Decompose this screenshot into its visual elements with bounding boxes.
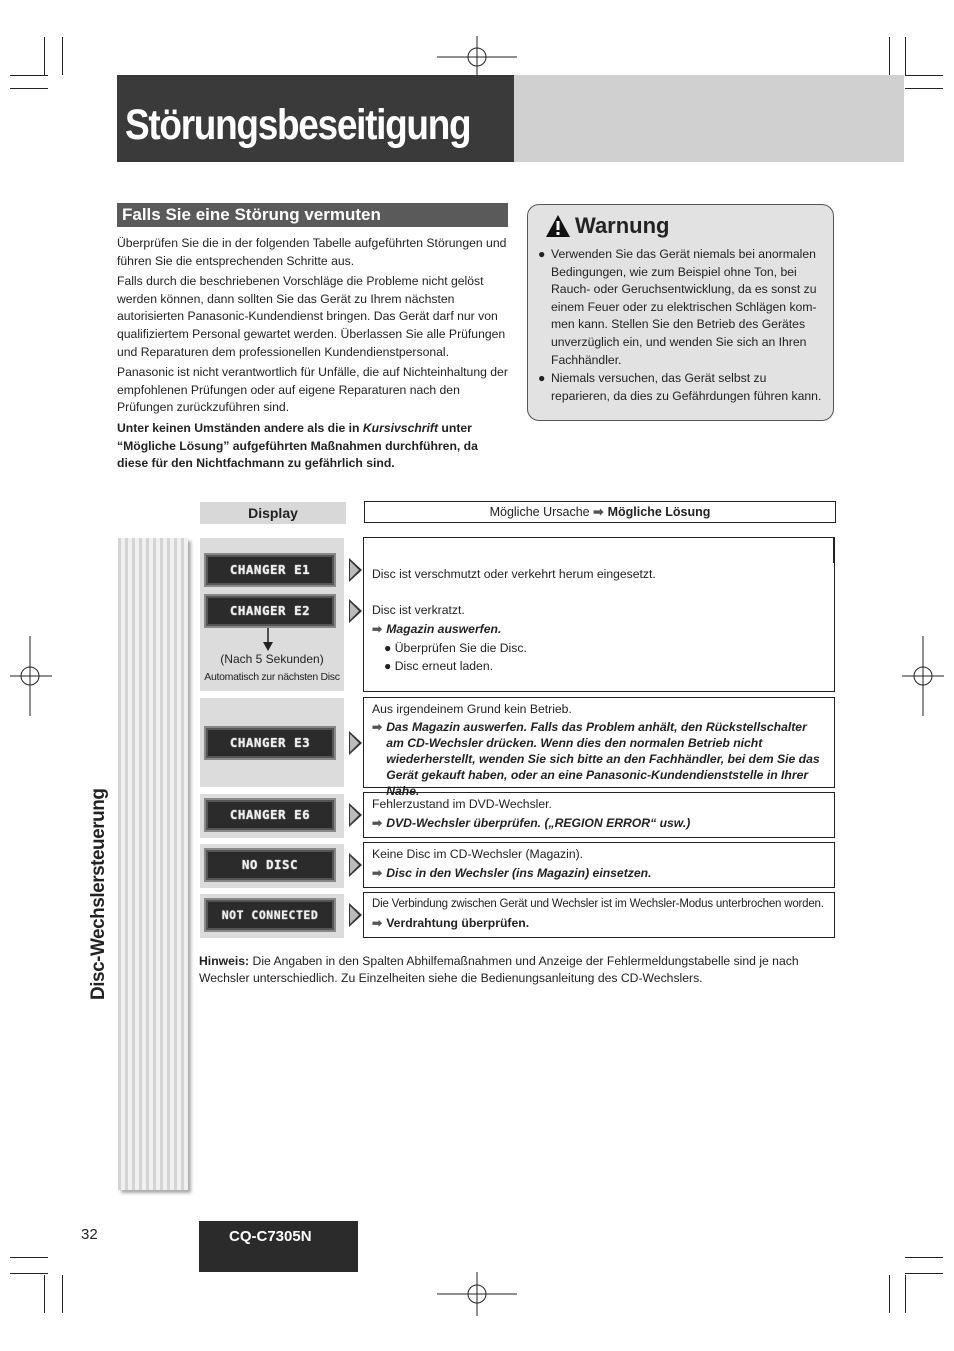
pointer-triangle-icon xyxy=(349,599,362,623)
row-not-connected xyxy=(363,892,835,938)
row-changer-e6 xyxy=(363,792,835,838)
sidebar-stripe xyxy=(118,538,188,1190)
arrow-right-icon: ➡ xyxy=(372,816,383,830)
display-note-after-5s: (Nach 5 Sekunden) xyxy=(220,652,324,666)
row-changer-e3 xyxy=(363,697,835,798)
page-title: Störungsbeseitigung xyxy=(125,101,471,149)
solution-line: ➡ Magazin auswerfen. xyxy=(372,622,502,636)
hint-note: Hinweis: Die Angaben in den Spalten Abhilfemaßnahmen und Anzeige der Fehlermeldungstabelle sind je nach Wechsler unterschiedlich. Zu Einzelheiten siehe die Bedienungsanleitung des CD-Wechslers. xyxy=(199,954,799,985)
registration-mark-top xyxy=(437,36,517,80)
solution-line: ➡ Disc in den Wechsler (ins Magazin) einsetzen. xyxy=(372,866,652,880)
pointer-triangle-icon xyxy=(349,558,362,582)
row-no-disc xyxy=(363,842,835,888)
registration-mark-right xyxy=(902,636,944,716)
lcd-not-connected: NOT CONNECTED xyxy=(204,898,336,932)
page-number: 32 xyxy=(81,1226,98,1243)
title-bar-extension xyxy=(514,75,904,162)
row-changer-e1-e2 xyxy=(363,537,835,692)
solution-line: ➡ DVD-Wechsler überprüfen. („REGION ERROR“ usw.) xyxy=(372,816,691,830)
solution-line: ➡ Verdrahtung überprüfen. xyxy=(372,916,530,930)
cause-text: Aus irgendeinem Grund kein Betrieb. xyxy=(372,702,572,716)
display-note-auto-next: Automatisch zur nächsten Disc xyxy=(204,671,340,683)
intro-paragraph-2: Falls durch die beschriebenen Vorschläge die Probleme nicht gelöst werden können, dann sollten Sie das Gerät zu Ihrem nächsten autorisierten Panasonic-Kundendienst bringen. Das Gerät darf nur von qualifiziertem Personal gewartet werden. Überlassen Sie alle Prüfungen und Reparaturen dem professionellen Kundendienstpersonal. xyxy=(117,274,506,359)
sub-step: ● Disc erneut laden. xyxy=(384,659,493,673)
solution-line: ➡ Das Magazin auswerfen. Falls das Problem anhält, den Rückstellschalter am CD-Wechsler drücken. Wenn dies den normalen Betrieb nicht wiederherstellt, wenden Sie sich bitte an den Fachhändler, bei dem Sie das Gerät gekauft haben, oder an eine Panasonic-Kundendienststelle in Ihrer Nähe. xyxy=(372,720,820,798)
sub-step: ● Überprüfen Sie die Disc. xyxy=(384,641,527,655)
cause-text: Keine Disc im CD-Wechsler (Magazin). xyxy=(372,847,584,861)
warning-title: Warnung xyxy=(545,213,670,239)
arrow-right-icon: ➡ xyxy=(372,720,383,734)
registration-mark-bottom xyxy=(437,1272,517,1316)
column-header-cause-solution: Mögliche Ursache ➡ Mögliche Lösung xyxy=(364,501,836,523)
bullet-icon: ● xyxy=(538,371,546,386)
pointer-triangle-icon xyxy=(349,803,362,827)
cause-text: Disc ist verkratzt. xyxy=(372,603,465,617)
pointer-triangle-icon xyxy=(349,731,362,755)
arrow-right-icon: ➡ xyxy=(372,622,383,636)
warning-item: ● Verwenden Sie das Gerät niemals bei anormalen Bedingungen, wie zum Beispiel ohne Ton, bei Rauch- oder Geruchsentwicklung, da es sonst zu einem Feuer oder zu elektrischen Schlägen kom-men kann. Stellen Sie den Betrieb des Gerätes unverzüglich ein, und wenden Sie sich an Ihren Fachhändler. xyxy=(538,246,828,369)
lcd-changer-e6: CHANGER E6 xyxy=(204,798,336,832)
arrow-down-icon xyxy=(262,628,274,652)
model-badge: CQ-C7305N xyxy=(199,1221,358,1272)
intro-paragraph-1: Überprüfen Sie die in der folgenden Tabelle aufgeführten Störungen und führen Sie die entsprechenden Schritte aus. xyxy=(117,236,507,268)
warning-triangle-icon xyxy=(545,214,571,238)
warning-item: ● Niemals versuchen, das Gerät selbst zu reparieren, da dies zu Gefährdungen führen kann. xyxy=(538,370,828,405)
warning-list xyxy=(538,246,828,406)
sidebar-label: Disc-Wechslersteuerung xyxy=(88,788,109,1000)
lcd-changer-e1: CHANGER E1 xyxy=(204,553,336,587)
pointer-triangle-icon xyxy=(349,903,362,927)
lcd-changer-e2: CHANGER E2 xyxy=(204,594,336,628)
cause-text: Fehlerzustand im DVD-Wechsler. xyxy=(372,797,552,811)
registration-mark-left xyxy=(10,636,52,716)
lcd-no-disc: NO DISC xyxy=(204,848,336,882)
bullet-icon: ● xyxy=(538,247,546,261)
arrow-right-icon: ➡ xyxy=(372,916,383,930)
cause-text: Disc ist verschmutzt oder verkehrt herum eingesetzt. xyxy=(372,567,656,581)
arrow-right-icon: ➡ xyxy=(593,505,604,519)
intro-text xyxy=(117,235,510,476)
pointer-triangle-icon xyxy=(349,853,362,877)
column-header-display: Display xyxy=(200,502,346,524)
section-heading: Falls Sie eine Störung vermuten xyxy=(117,203,508,227)
lcd-changer-e3: CHANGER E3 xyxy=(204,726,336,760)
intro-caution: Unter keinen Umständen andere als die in Kursivschrift unter “Mögliche Lösung” aufgeführten Maßnahmen durchführen, da diese für den Nichtfachmann zu gefährlich sind. xyxy=(117,420,478,471)
box-edge xyxy=(833,538,835,563)
intro-paragraph-3: Panasonic ist nicht verantwortlich für Unfälle, die auf Nichteinhaltung der empfohlenen Prüfungen oder auf eigene Reparaturen nach den Prüfungen zurückzuführen sind. xyxy=(117,365,508,415)
cause-text: Die Verbindung zwischen Gerät und Wechsler ist im Wechsler-Modus unterbrochen worden. xyxy=(372,898,824,910)
arrow-right-icon: ➡ xyxy=(372,866,383,880)
